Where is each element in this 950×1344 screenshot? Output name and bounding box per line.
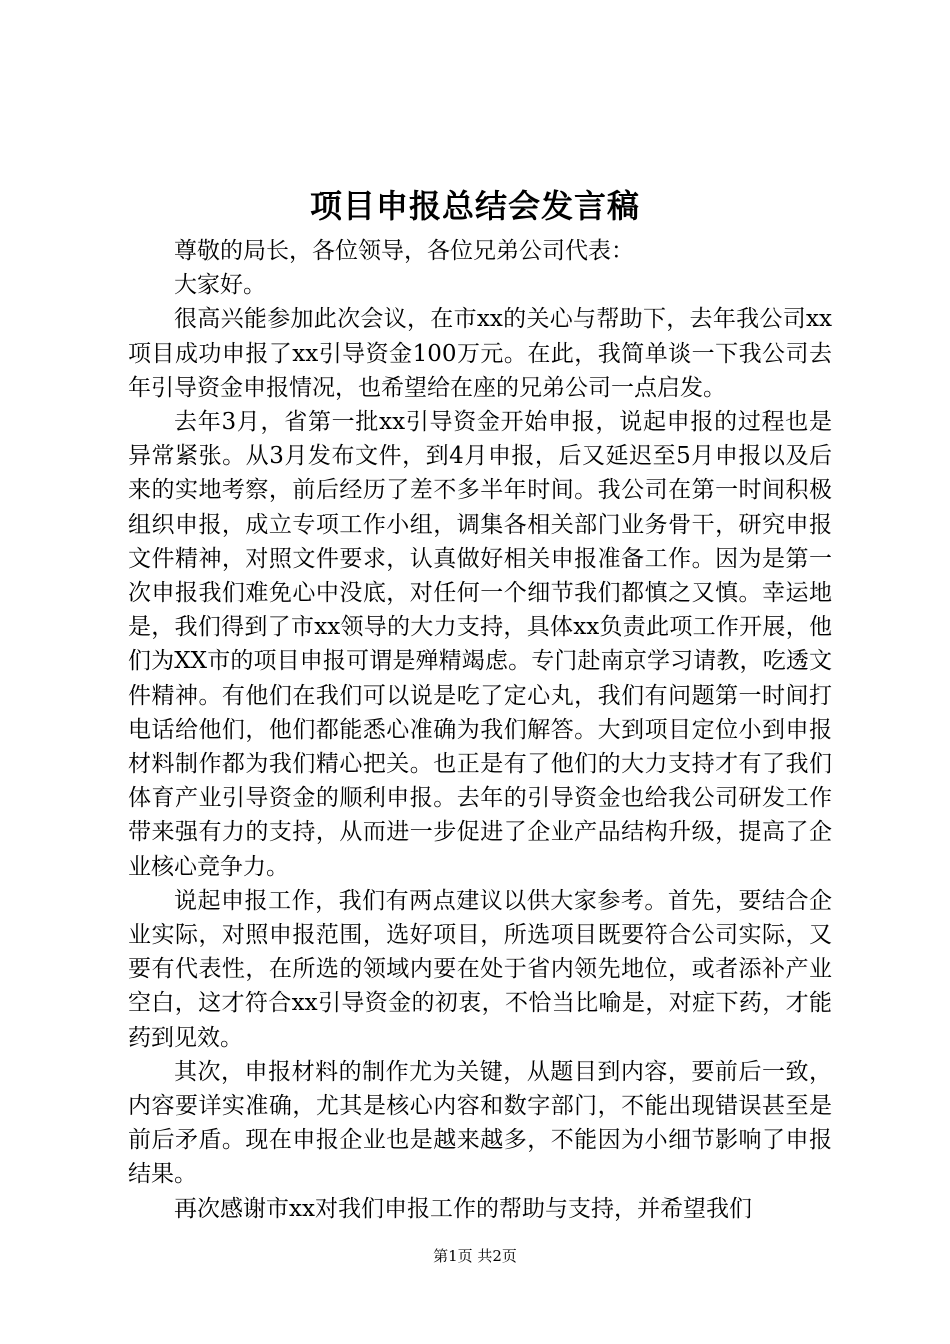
document-title: 项目申报总结会发言稿 [309,187,640,225]
paragraph-thanks: 再次感谢市xx对我们申报工作的帮助与支持，并希望我们 [174,1195,752,1222]
paragraph-salutation: 尊敬的局长，各位领导，各位兄弟公司代表： [174,238,634,264]
paragraph-suggestion-second: 其次，申报材料的制作尤为关键，从题目到内容，要前后一致，内容要详实准确，尤其是核心内容和数字部门，不能出现错误甚至是前后矛盾。现在申报企业也是越来越多，不能因为小细节影响了申报结果。 [128,1058,832,1188]
paragraph-intro: 很高兴能参加此次会议，在市xx的关心与帮助下，去年我公司xx项目成功申报了xx引导资金100万元。在此，我简单谈一下我公司去年引导资金申报情况，也希望给在座的兄弟公司一点启发。 [128,306,832,401]
paragraph-greeting: 大家好。 [174,272,266,299]
paragraph-process: 去年3月，省第一批xx引导资金开始申报，说起申报的过程也是异常紧张。从3月发布文件，到4月申报，后又延迟至5月申报以及后来的实地考察，前后经历了差不多半年时间。我公司在第一时间积极组织申报，成立专项工作小组，调集各相关部门业务骨干，研究申报文件精神，对照文件要求，认真做好相关申报准备工作。因为是第一次申报我们难免心中没底，对任何一个细节我们都慎之又慎。幸运地是，我们得到了市xx领导的大力支持，具体xx负责此项工作开展，他们为XX市的项目申报可谓是殚精竭虑。专门赴南京学习请教，吃透文件精神。有他们在我们可以说是吃了定心丸，我们有问题第一时间打电话给他们，他们都能悉心准确为我们解答。大到项目定位小到申报材料制作都为我们精心把关。也正是有了他们的大力支持才有了我们体育产业引导资金的顺利申报。去年的引导资金也给我公司研发工作带来强有力的支持，从而进一步促进了企业产品结构升级，提高了企业核心竞争力。 [128,409,832,880]
document-body [128,234,832,1226]
paragraph-suggestion-first: 说起申报工作，我们有两点建议以供大家参考。首先，要结合企业实际，对照申报范围，选好项目，所选项目既要符合公司实际，又要有代表性，在所选的领域内要在处于省内领先地位，或者添补产业空白，这才符合xx引导资金的初衷，不恰当比喻是，对症下药，才能药到见效。 [128,887,832,1051]
page-number-footer: 第1页 共2页 [433,1247,517,1265]
